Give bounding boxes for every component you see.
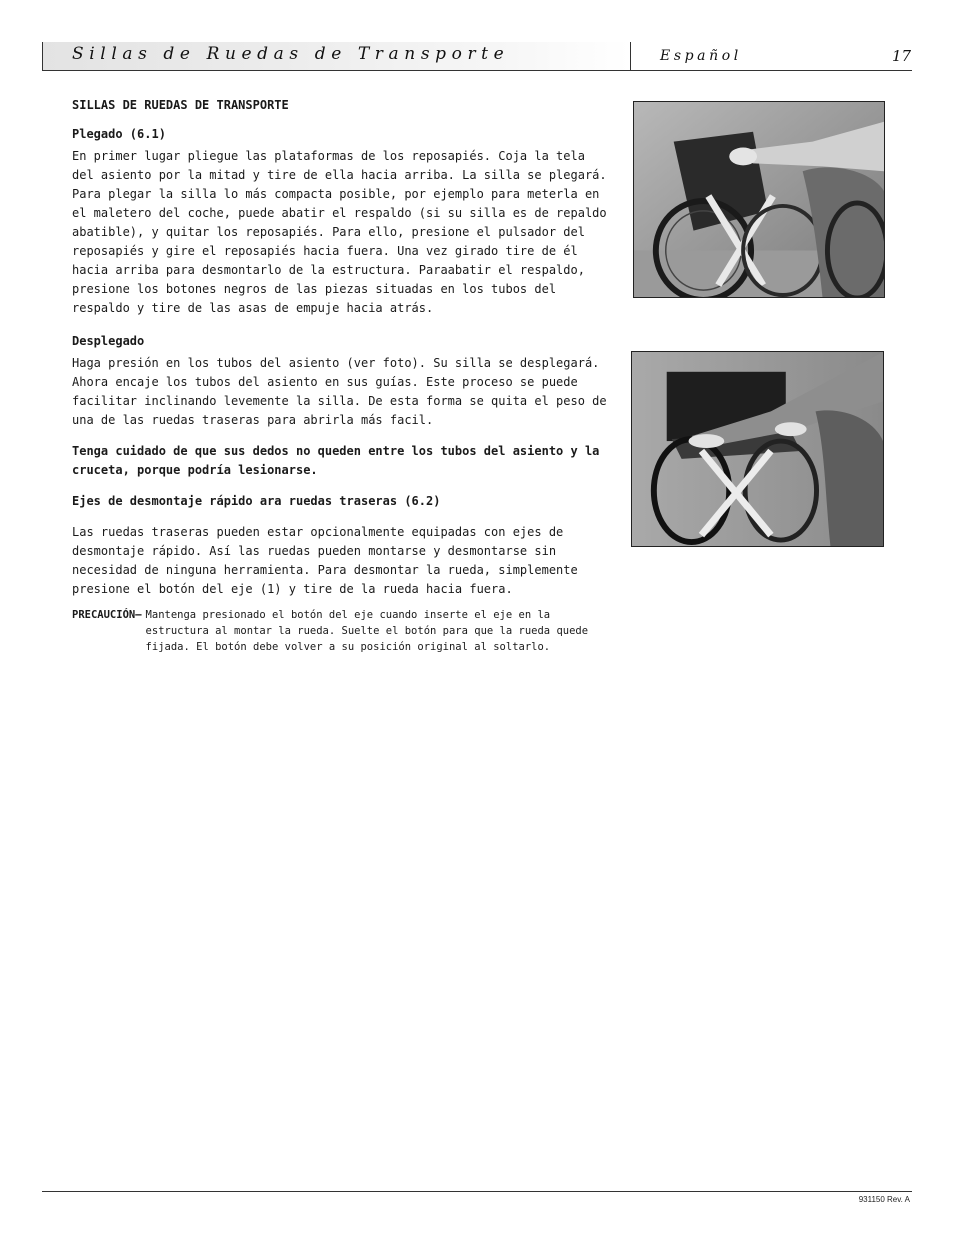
- section-title: SILLAS DE RUEDAS DE TRANSPORTE: [72, 98, 289, 112]
- page-number: 17: [892, 47, 912, 65]
- footer-rule: [42, 1191, 912, 1192]
- folding-heading: Plegado (6.1): [72, 127, 166, 141]
- unfolding-wheelchair-illustration: [632, 352, 883, 546]
- folding-wheelchair-photo: [633, 101, 885, 298]
- finger-warning: Tenga cuidado de que sus dedos no queden entre los tubos del asiento y la cruceta, porque podría lesionarse.: [72, 444, 600, 477]
- folding-wheelchair-illustration: [634, 102, 884, 297]
- document-code: 931150 Rev. A: [858, 1195, 910, 1204]
- caution-label: PRECAUCIÓN–: [72, 609, 142, 621]
- unfolding-heading: Desplegado: [72, 334, 145, 348]
- language-label: Español: [660, 48, 742, 64]
- page-title: Sillas de Ruedas de Transporte: [72, 44, 510, 64]
- quick-release-heading: Ejes de desmontaje rápido ara ruedas traseras (6.2): [72, 494, 441, 508]
- caution-note: [72, 607, 607, 655]
- header-rule: [630, 70, 912, 71]
- quick-release-body: Las ruedas traseras pueden estar opcionalmente equipadas con ejes de desmontaje rápido. Así las ruedas pueden montarse y desmontarse sin necesidad de ninguna herramienta. Para desmontar la rueda, simplemente presione el botón del eje (1) y tire de la rueda hacia fuera.: [72, 525, 578, 596]
- unfolding-body: Haga presión en los tubos del asiento (ver foto). Su silla se desplegará. Ahora encaje los tubos del asiento en sus guías. Este proceso se puede facilitar inclinando levemente la silla. De esta forma se quita el peso de una de las ruedas traseras para abrirla más facil.: [72, 356, 607, 427]
- header-divider: [630, 42, 631, 71]
- unfolding-wheelchair-photo: [631, 351, 884, 547]
- main-content: [72, 96, 607, 655]
- caution-text: Mantenga presionado el botón del eje cuando inserte el eje en la estructura al montar la rueda. Suelte el botón para que la rueda quede fijada. El botón debe volver a su posición original al soltarlo.: [145, 609, 589, 653]
- folding-body: En primer lugar pliegue las plataformas de los reposapiés. Coja la tela del asiento por la mitad y tire de ella hacia arriba. La silla se plegará. Para plegar la silla lo más compacta posible, por ejemplo para meterla en el maletero del coche, puede abatir el respaldo (si su silla es de repaldo abatible), y quitar los reposapiés. Para ello, presione el pulsador del reposapiés y gire el reposapiés hacia fuera. Una vez girado tire de él hacia arriba para desmontarlo de la estructura. Paraabatir el respaldo, presione los botones negros de las piezas situadas en los tubos del respaldo y tire de las asas de empuje hacia atrás.: [72, 149, 607, 315]
